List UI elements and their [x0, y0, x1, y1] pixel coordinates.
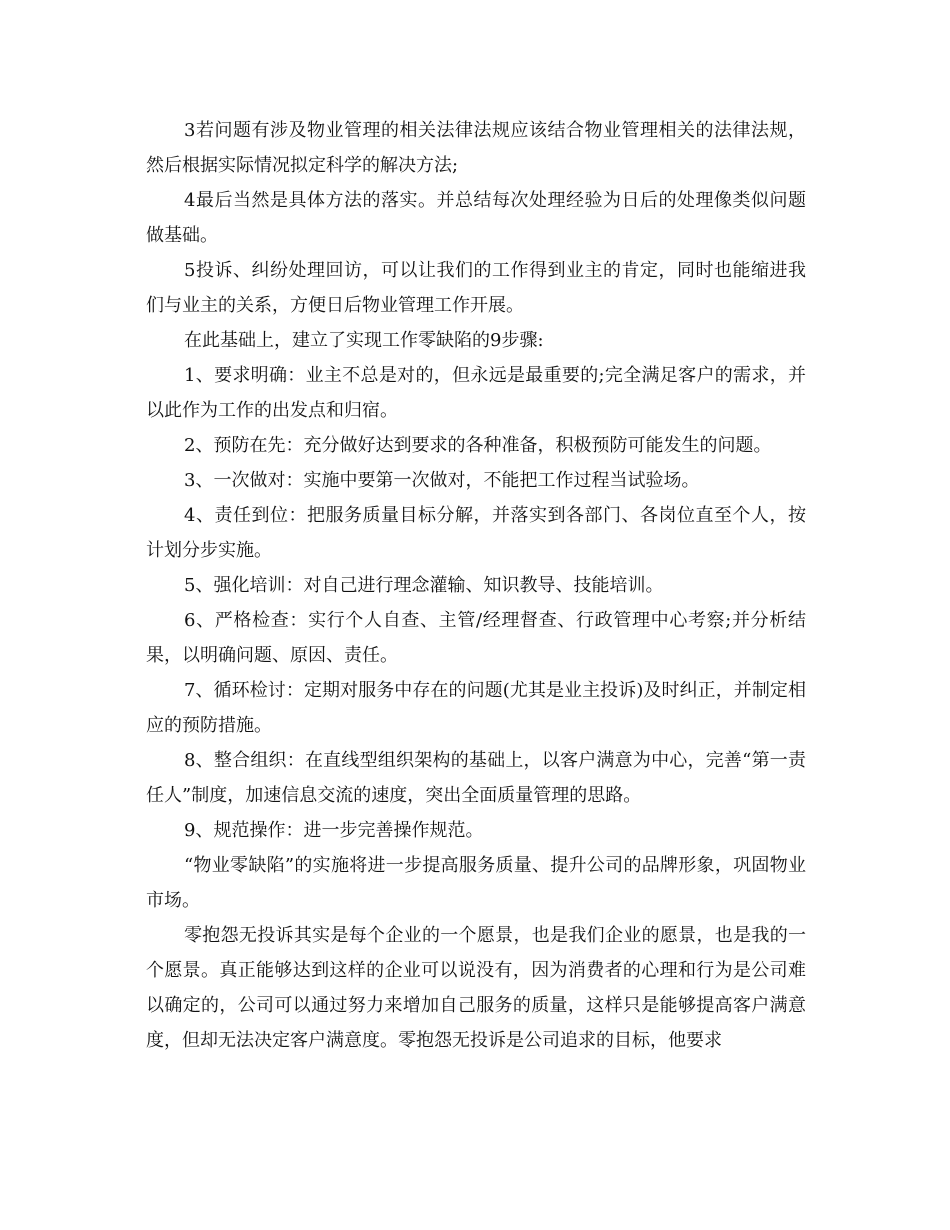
paragraph-zero-complaint: 零抱怨无投诉其实是每个企业的一个愿景，也是我们企业的愿景，也是我的一个愿景。真正能够达到这样的企业可以说没有，因为消费者的心理和行为是公司难以确定的，公司可以通过努力来增加自己服务的质量，这样只是能够提高客户满意度，但却无法决定客户满意度。零抱怨无投诉是公司追求的目标，他要求: [146, 925, 806, 1051]
document-body: [146, 113, 806, 1058]
paragraph-point-3: 3若问题有涉及物业管理的相关法律法规应该结合物业管理相关的法律法规，然后根据实际情况拟定科学的解决方法;: [146, 120, 806, 176]
paragraph-step-3: 3、一次做对：实施中要第一次做对，不能把工作过程当试验场。: [184, 470, 700, 491]
paragraph-step-9: 9、规范操作：进一步完善操作规范。: [184, 820, 484, 841]
paragraph-step-4: 4、责任到位：把服务质量目标分解，并落实到各部门、各岗位直至个人，按计划分步实施。: [146, 505, 806, 561]
paragraph-zero-defect-summary: “物业零缺陷”的实施将进一步提高服务质量、提升公司的品牌形象，巩固物业市场。: [146, 855, 806, 911]
paragraph-step-1: 1、要求明确：业主不总是对的，但永远是最重要的;完全满足客户的需求，并以此作为工作的出发点和归宿。: [146, 365, 806, 421]
paragraph-step-5: 5、强化培训：对自己进行理念灌输、知识教导、技能培训。: [184, 575, 664, 596]
paragraph-point-4: 4最后当然是具体方法的落实。并总结每次处理经验为日后的处理像类似问题做基础。: [146, 190, 806, 246]
paragraph-step-6: 6、严格检查：实行个人自查、主管/经理督查、行政管理中心考察;并分析结果，以明确问题、原因、责任。: [146, 610, 806, 666]
paragraph-nine-steps-intro: 在此基础上，建立了实现工作零缺陷的9步骤:: [184, 330, 544, 351]
paragraph-point-5: 5投诉、纠纷处理回访，可以让我们的工作得到业主的肯定，同时也能缩进我们与业主的关系，方便日后物业管理工作开展。: [146, 260, 806, 316]
paragraph-step-2: 2、预防在先：充分做好达到要求的各种准备，积极预防可能发生的问题。: [184, 435, 772, 456]
paragraph-step-7: 7、循环检讨：定期对服务中存在的问题(尤其是业主投诉)及时纠正，并制定相应的预防措施。: [146, 680, 806, 736]
paragraph-step-8: 8、整合组织：在直线型组织架构的基础上，以客户满意为中心，完善“第一责任人”制度，加速信息交流的速度，突出全面质量管理的思路。: [146, 750, 806, 806]
